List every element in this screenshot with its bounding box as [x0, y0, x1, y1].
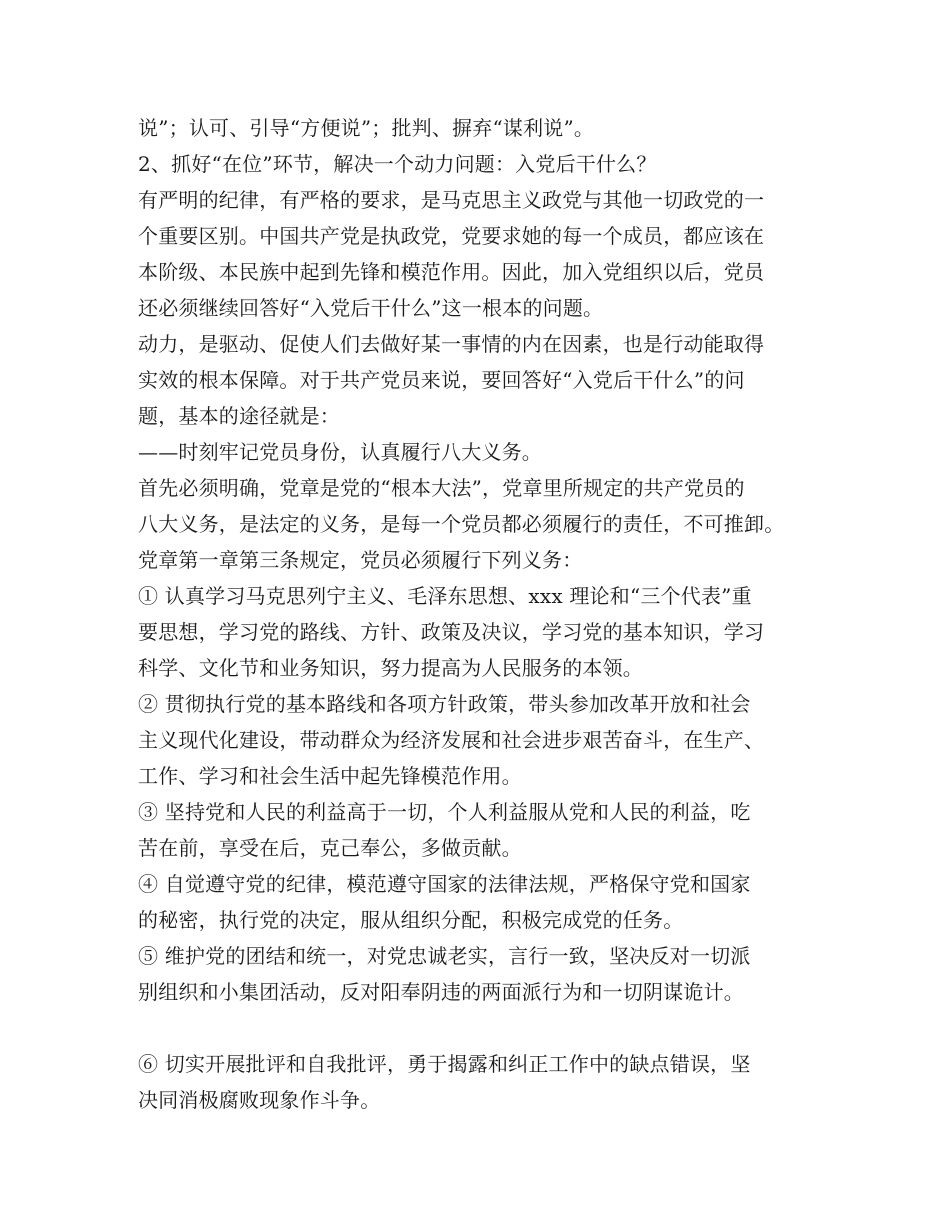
text-line: 题，基本的途径就是：	[138, 404, 340, 428]
section-heading: 2、抓好“在位”环节，解决一个动力问题：入党后干什么？	[138, 152, 657, 176]
blank-line	[138, 1010, 828, 1046]
subheading-line: ——时刻牢记党员身份，认真履行八大义务。	[138, 440, 542, 464]
text-line: 本阶级、本民族中起到先锋和模范作用。因此，加入党组织以后，党员	[138, 260, 765, 284]
list-item-line: 工作、学习和社会生活中起先锋模范作用。	[138, 764, 522, 788]
list-item-line: 科学、文化节和业务知识，努力提高为人民服务的本领。	[138, 656, 643, 680]
list-item-line: 别组织和小集团活动，反对阳奉阴违的两面派行为和一切阴谋诡计。	[138, 980, 744, 1004]
text-line: 有严明的纪律，有严格的要求，是马克思主义政党与其他一切政党的一	[138, 188, 765, 212]
list-item-line: ① 认真学习马克思列宁主义、毛泽东思想、xxx 理论和“三个代表”重	[138, 584, 752, 608]
list-item-line: ③ 坚持党和人民的利益高于一切，个人利益服从党和人民的利益，吃	[138, 800, 751, 824]
list-item-line: ② 贯彻执行党的基本路线和各项方针政策，带头参加改革开放和社会	[138, 692, 751, 716]
list-item-line: 主义现代化建设，带动群众为经济发展和社会进步艰苦奋斗，在生产、	[138, 728, 765, 752]
text-line: 八大义务，是法定的义务，是每一个党员都必须履行的责任，不可推卸。	[138, 512, 785, 536]
text-line: 说”；认可、引导“方便说”；批判、摒弃“谋利说”。	[138, 116, 595, 140]
list-item-line: 决同消极腐败现象作斗争。	[138, 1088, 381, 1112]
list-item-line: 苦在前，享受在后，克己奉公，多做贡献。	[138, 836, 522, 860]
document-body	[138, 110, 828, 1118]
text-line: 首先必须明确，党章是党的“根本大法”，党章里所规定的共产党员的	[138, 476, 745, 500]
text-line: 实效的根本保障。对于共产党员来说，要回答好“入党后干什么”的问	[138, 368, 745, 392]
text-line: 动力，是驱动、促使人们去做好某一事情的内在因素，也是行动能取得	[138, 332, 765, 356]
list-item-line: 要思想，学习党的路线、方针、政策及决议，学习党的基本知识，学习	[138, 620, 765, 644]
list-item-line: ④ 自觉遵守党的纪律，模范遵守国家的法律法规，严格保守党和国家	[138, 872, 751, 896]
list-item-line: 的秘密，执行党的决定，服从组织分配，积极完成党的任务。	[138, 908, 684, 932]
text-line: 还必须继续回答好“入党后干什么”这一根本的问题。	[138, 296, 604, 320]
list-item-line: ⑥ 切实开展批评和自我批评，勇于揭露和纠正工作中的缺点错误，坚	[138, 1052, 751, 1076]
list-item-line: ⑤ 维护党的团结和统一，对党忠诚老实，言行一致，坚决反对一切派	[138, 944, 751, 968]
text-line: 党章第一章第三条规定，党员必须履行下列义务：	[138, 548, 583, 572]
text-line: 个重要区别。中国共产党是执政党，党要求她的每一个成员，都应该在	[138, 224, 765, 248]
